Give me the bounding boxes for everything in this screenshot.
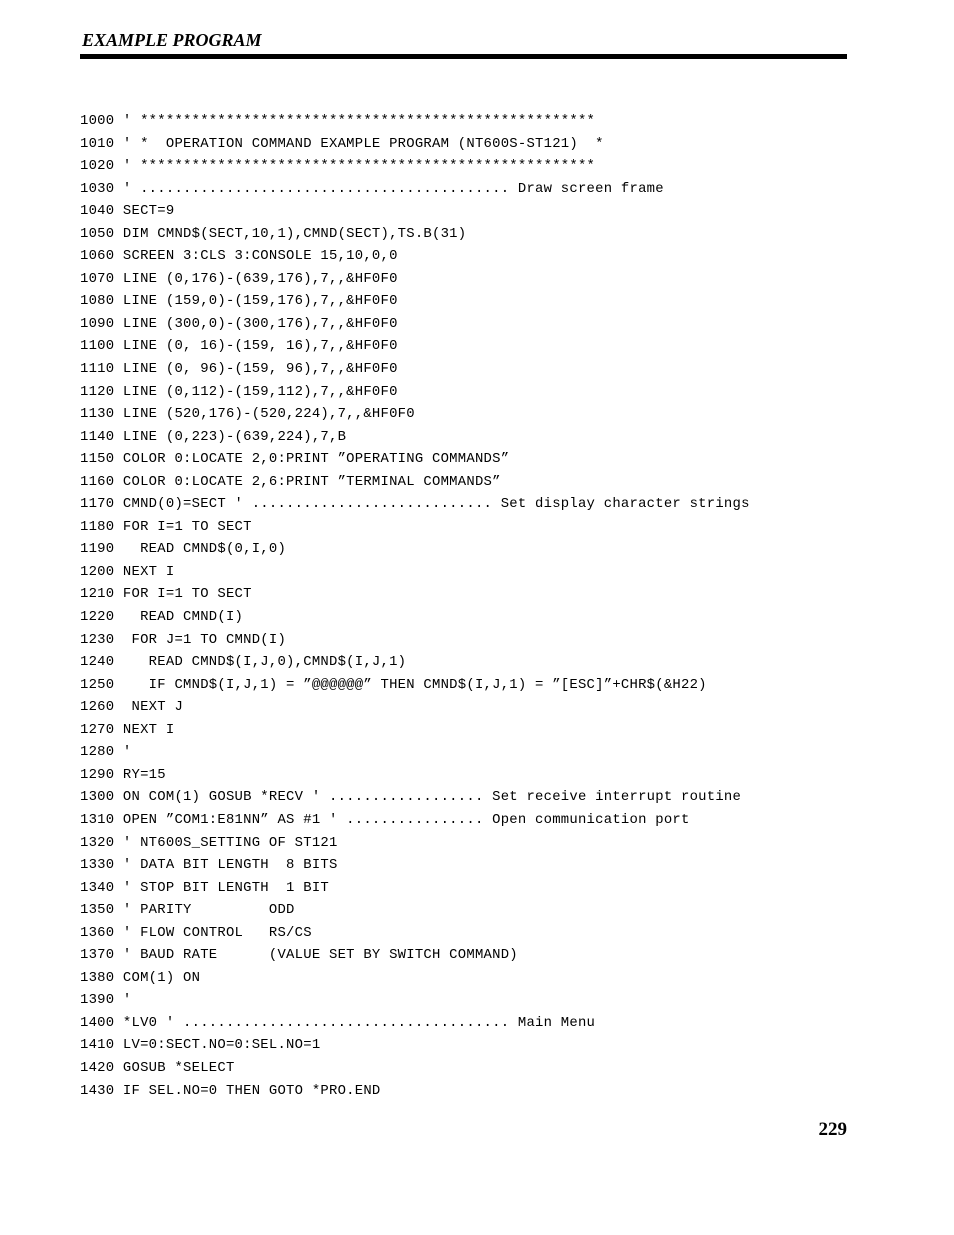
code-line: 1250 IF CMND$(I,J,1) = ”@@@@@@” THEN CMND$(I,J,1) = ”[ESC]”+CHR$(&H22) [80,676,707,693]
code-line: 1410 LV=0:SECT.NO=0:SEL.NO=1 [80,1037,321,1054]
code-line: 1090 LINE (300,0)-(300,176),7,,&HF0F0 [80,315,398,332]
code-line: 1210 FOR I=1 TO SECT [80,586,252,603]
code-line: 1290 RY=15 [80,766,166,783]
program-listing [80,110,750,1102]
code-line: 1320 ' NT600S_SETTING OF ST121 [80,834,338,851]
page-header-title: EXAMPLE PROGRAM [82,30,262,50]
code-line: 1030 ' ........................................... Draw screen frame [80,180,664,197]
code-line: 1120 LINE (0,112)-(159,112),7,,&HF0F0 [80,383,398,400]
header-rule [80,54,847,59]
code-line: 1110 LINE (0, 96)-(159, 96),7,,&HF0F0 [80,361,398,378]
code-line: 1180 FOR I=1 TO SECT [80,518,252,535]
code-line: 1050 DIM CMND$(SECT,10,1),CMND(SECT),TS.B(31) [80,225,467,242]
code-line: 1010 ' * OPERATION COMMAND EXAMPLE PROGRAM (NT600S-ST121) * [80,135,604,152]
code-line: 1300 ON COM(1) GOSUB *RECV ' .................. Set receive interrupt routine [80,789,742,806]
code-line: 1260 NEXT J [80,699,184,716]
code-line: 1390 ' [80,992,132,1009]
code-line: 1240 READ CMND$(I,J,0),CMND$(I,J,1) [80,654,407,671]
code-line: 1200 NEXT I [80,563,175,580]
code-line: 1220 READ CMND(I) [80,609,244,626]
code-line: 1280 ' [80,744,132,761]
code-line: 1310 OPEN ”COM1:E81NN” AS #1 ' ................ Open communication port [80,811,690,828]
code-line: 1270 NEXT I [80,721,175,738]
code-line: 1420 GOSUB *SELECT [80,1059,235,1076]
code-line: 1360 ' FLOW CONTROL RS/CS [80,924,312,941]
code-line: 1400 *LV0 ' ...................................... Main Menu [80,1014,596,1031]
code-line: 1060 SCREEN 3:CLS 3:CONSOLE 15,10,0,0 [80,248,398,265]
code-line: 1430 IF SEL.NO=0 THEN GOTO *PRO.END [80,1082,381,1099]
code-line: 1080 LINE (159,0)-(159,176),7,,&HF0F0 [80,293,398,310]
code-line: 1160 COLOR 0:LOCATE 2,6:PRINT ”TERMINAL COMMANDS” [80,473,501,490]
code-line: 1340 ' STOP BIT LENGTH 1 BIT [80,879,329,896]
code-line: 1150 COLOR 0:LOCATE 2,0:PRINT ”OPERATING COMMANDS” [80,451,510,468]
code-line: 1330 ' DATA BIT LENGTH 8 BITS [80,857,338,874]
code-line: 1380 COM(1) ON [80,969,201,986]
code-line: 1100 LINE (0, 16)-(159, 16),7,,&HF0F0 [80,338,398,355]
code-line: 1070 LINE (0,176)-(639,176),7,,&HF0F0 [80,270,398,287]
code-line: 1000 ' ***************************************************** [80,113,596,129]
code-line: 1350 ' PARITY ODD [80,902,295,919]
page-number: 229 [818,1119,847,1140]
code-line: 1020 ' ***************************************************** [80,158,596,175]
code-line: 1040 SECT=9 [80,203,175,220]
code-line: 1230 FOR J=1 TO CMND(I) [80,631,287,648]
code-line: 1370 ' BAUD RATE (VALUE SET BY SWITCH COMMAND) [80,947,518,964]
code-line: 1130 LINE (520,176)-(520,224),7,,&HF0F0 [80,406,415,423]
code-line: 1170 CMND(0)=SECT ' ............................ Set display character strings [80,496,750,513]
code-line: 1140 LINE (0,223)-(639,224),7,B [80,428,347,445]
code-line: 1190 READ CMND$(0,I,0) [80,541,287,558]
